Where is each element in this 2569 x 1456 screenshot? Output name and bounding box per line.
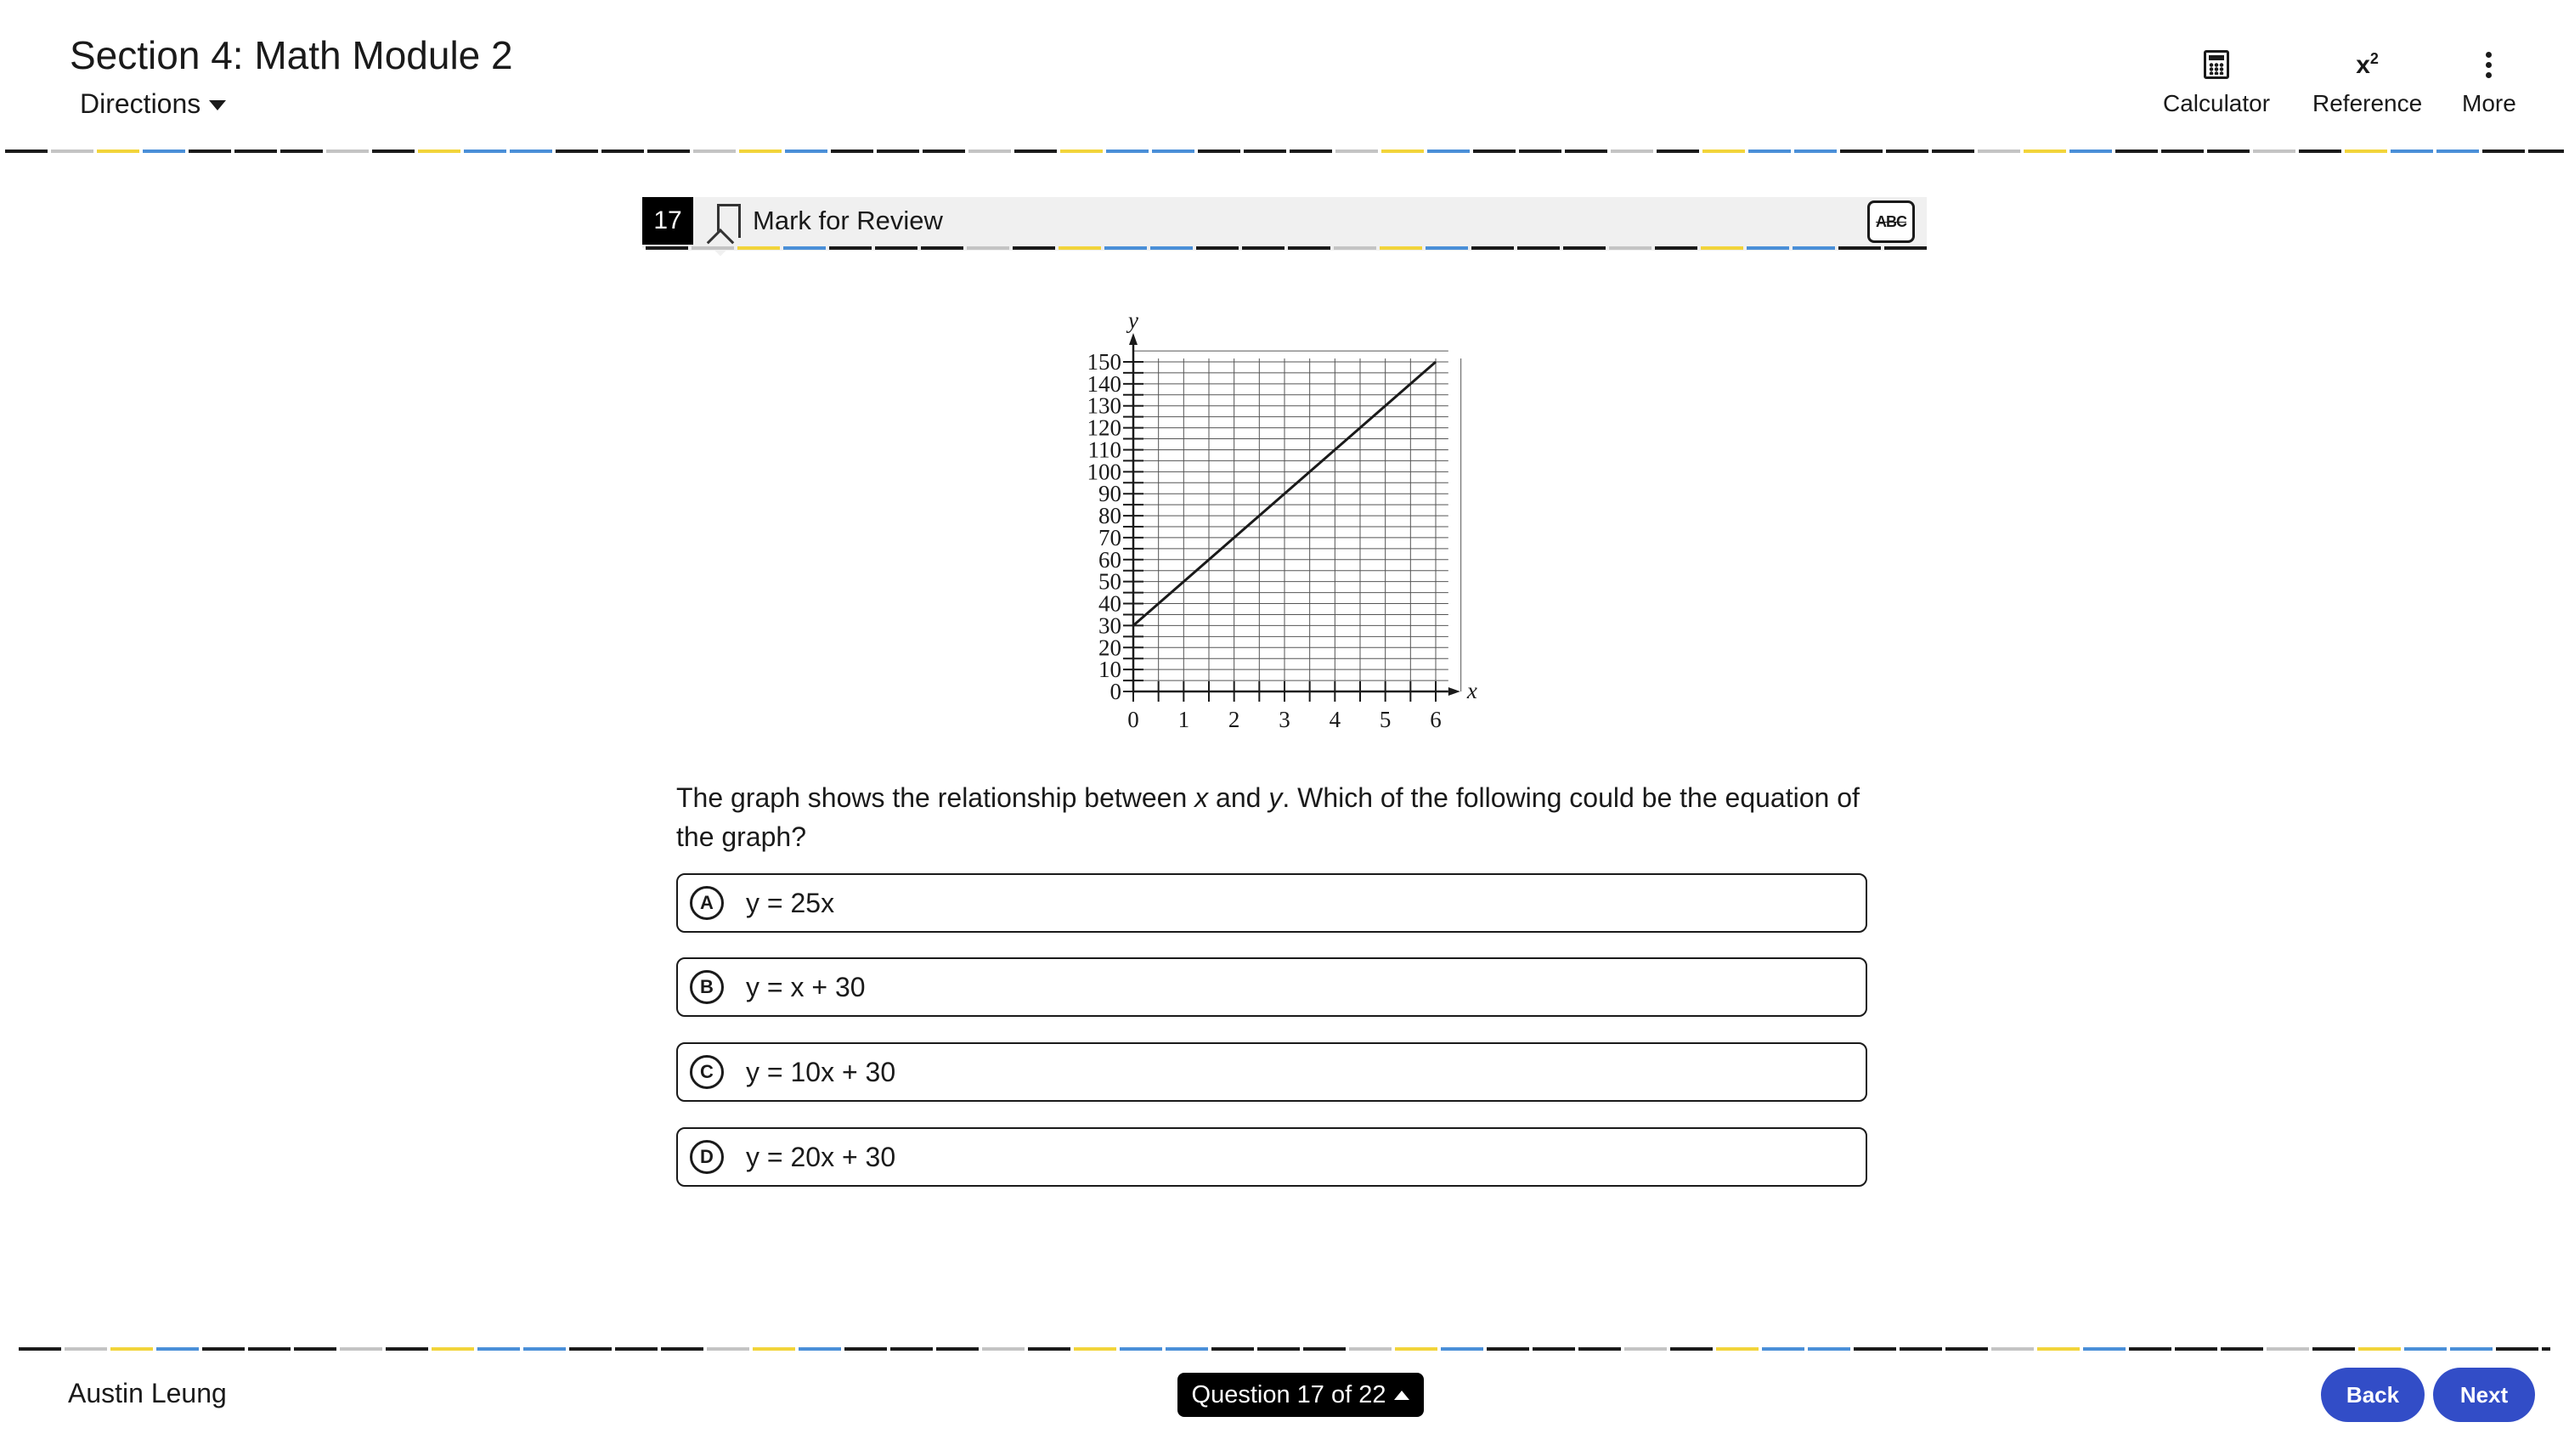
divider-dash bbox=[1840, 150, 1883, 153]
directions-dropdown[interactable] bbox=[80, 88, 226, 120]
divider-dash bbox=[1747, 246, 1789, 250]
divider-dash bbox=[1290, 150, 1332, 153]
divider-dash bbox=[707, 1347, 749, 1351]
divider-dash bbox=[936, 1347, 979, 1351]
y-tick-label: 110 bbox=[1087, 437, 1121, 463]
divider-dash bbox=[831, 150, 873, 153]
question-stem: The graph shows the relationship between x and y. Which of the following could be the equation of the graph? bbox=[676, 782, 1860, 852]
y-tick-label: 90 bbox=[1098, 481, 1121, 507]
y-tick-label: 100 bbox=[1087, 459, 1121, 485]
divider-dash bbox=[1762, 1347, 1804, 1351]
divider-dash bbox=[1701, 246, 1743, 250]
divider-dash bbox=[739, 150, 782, 153]
divider-dash bbox=[1242, 246, 1284, 250]
x-tick-label: 6 bbox=[1430, 707, 1442, 732]
divider-dash bbox=[1519, 150, 1561, 153]
choice-text-d: y = 20x + 30 bbox=[746, 1141, 896, 1172]
directions-label: Directions bbox=[80, 88, 201, 119]
divider-dash bbox=[1257, 1347, 1300, 1351]
divider-dash bbox=[601, 150, 644, 153]
more-button[interactable] bbox=[2462, 46, 2516, 117]
back-button[interactable]: Back bbox=[2321, 1368, 2425, 1422]
x-tick-label: 3 bbox=[1279, 707, 1290, 732]
divider-dash bbox=[2345, 150, 2387, 153]
divider-dash bbox=[844, 1347, 887, 1351]
divider-dash bbox=[890, 1347, 933, 1351]
divider-dash bbox=[785, 150, 827, 153]
divider-dash bbox=[921, 246, 963, 250]
divider-dash bbox=[189, 150, 231, 153]
divider-dash bbox=[923, 150, 965, 153]
divider-dash bbox=[2358, 1347, 2401, 1351]
divider-dash bbox=[326, 150, 369, 153]
divider-dash bbox=[1611, 150, 1653, 153]
calculator-label: Calculator bbox=[2163, 90, 2271, 116]
divider-dash bbox=[1288, 246, 1330, 250]
divider-dash bbox=[1886, 150, 1928, 153]
mark-for-review-label: Mark for Review bbox=[753, 206, 943, 235]
divider-dash bbox=[1211, 1347, 1254, 1351]
divider-dash bbox=[248, 1347, 291, 1351]
divider-dash bbox=[2496, 1347, 2538, 1351]
divider-dash bbox=[753, 1347, 795, 1351]
divider-dash bbox=[2221, 1347, 2263, 1351]
header-bar bbox=[0, 0, 2569, 150]
divider-dash bbox=[1794, 150, 1837, 153]
divider-dash bbox=[2207, 150, 2250, 153]
answer-choice-a[interactable] bbox=[676, 873, 1867, 933]
reference-icon: $x^2$ bbox=[2356, 49, 2379, 79]
abc-strike-icon: ABC bbox=[1876, 212, 1906, 230]
section-title: Section 4: Math Module 2 bbox=[70, 33, 513, 77]
question-graph bbox=[1062, 285, 1504, 736]
divider-dash bbox=[1014, 150, 1057, 153]
divider-dash bbox=[1334, 246, 1376, 250]
divider-dash bbox=[829, 246, 872, 250]
divider-dash bbox=[1655, 246, 1697, 250]
divider-dash bbox=[661, 1347, 703, 1351]
student-name: Austin Leung bbox=[68, 1378, 227, 1408]
question-number: 17 bbox=[642, 197, 693, 245]
question-bar-divider bbox=[646, 246, 1927, 251]
divider-dash bbox=[967, 246, 1009, 250]
y-axis-label: y bbox=[1128, 308, 1138, 333]
divider-dash bbox=[1716, 1347, 1759, 1351]
line-graph bbox=[1062, 285, 1504, 736]
divider-dash bbox=[432, 1347, 474, 1351]
x-tick-label: 2 bbox=[1228, 707, 1240, 732]
y-tick-label: 10 bbox=[1098, 657, 1121, 683]
divider-dash bbox=[982, 1347, 1025, 1351]
divider-dash bbox=[1152, 150, 1194, 153]
divider-dash bbox=[2024, 150, 2066, 153]
divider-dash bbox=[1303, 1347, 1346, 1351]
divider-dash bbox=[1395, 1347, 1437, 1351]
divider-dash bbox=[1565, 150, 1607, 153]
divider-dash bbox=[1120, 1347, 1162, 1351]
divider-dash bbox=[647, 150, 690, 153]
divider-dash bbox=[65, 1347, 107, 1351]
y-tick-label: 0 bbox=[1109, 679, 1121, 704]
answer-choice-d[interactable] bbox=[676, 1127, 1867, 1187]
divider-dash bbox=[1945, 1347, 1988, 1351]
divider-dash bbox=[1563, 246, 1606, 250]
calculator-icon bbox=[2204, 50, 2229, 79]
header-divider bbox=[5, 150, 2564, 155]
divider-dash bbox=[646, 246, 688, 250]
divider-dash bbox=[2253, 150, 2295, 153]
choice-letter-a: A bbox=[690, 886, 724, 920]
divider-dash bbox=[693, 150, 736, 153]
divider-dash bbox=[1473, 150, 1516, 153]
calculator-button[interactable] bbox=[2163, 46, 2270, 117]
divider-dash bbox=[875, 246, 918, 250]
divider-dash bbox=[783, 246, 826, 250]
y-tick-label: 40 bbox=[1098, 590, 1121, 617]
choice-letter-c: C bbox=[690, 1055, 724, 1089]
divider-dash bbox=[1670, 1347, 1713, 1351]
divider-dash bbox=[1609, 246, 1652, 250]
x-axis-label: x bbox=[1466, 678, 1477, 703]
divider-dash bbox=[1854, 1347, 1896, 1351]
caret-up-icon bbox=[1394, 1391, 1409, 1400]
divider-dash bbox=[1533, 1347, 1575, 1351]
choice-letter-d: D bbox=[690, 1140, 724, 1174]
choice-text-a: y = 25x bbox=[746, 887, 835, 918]
divider-dash bbox=[510, 150, 552, 153]
divider-dash bbox=[877, 150, 919, 153]
question-header-bar bbox=[642, 197, 1927, 248]
divider-dash bbox=[1702, 150, 1745, 153]
divider-dash bbox=[1441, 1347, 1483, 1351]
divider-dash bbox=[2450, 1347, 2493, 1351]
divider-dash bbox=[615, 1347, 658, 1351]
divider-dash bbox=[1013, 246, 1055, 250]
next-button[interactable]: Next bbox=[2433, 1368, 2535, 1422]
divider-dash bbox=[1106, 150, 1149, 153]
divider-dash bbox=[1166, 1347, 1208, 1351]
footer-divider bbox=[19, 1347, 2550, 1352]
divider-dash bbox=[2299, 150, 2341, 153]
choice-text-b: y = x + 30 bbox=[746, 971, 866, 1002]
x-tick-label: 1 bbox=[1177, 707, 1190, 732]
divider-dash bbox=[1060, 150, 1103, 153]
divider-dash bbox=[1349, 1347, 1392, 1351]
divider-dash bbox=[1748, 150, 1791, 153]
divider-dash bbox=[2161, 150, 2204, 153]
divider-dash bbox=[464, 150, 506, 153]
divider-dash bbox=[1381, 150, 1424, 153]
divider-dash bbox=[968, 150, 1011, 153]
divider-dash bbox=[477, 1347, 520, 1351]
divider-dash bbox=[1657, 150, 1699, 153]
y-tick-label: 150 bbox=[1087, 349, 1121, 375]
y-axis-arrow bbox=[1129, 333, 1138, 345]
divider-dash bbox=[156, 1347, 199, 1351]
divider-dash bbox=[51, 150, 93, 153]
divider-dash bbox=[1335, 150, 1378, 153]
divider-dash bbox=[110, 1347, 153, 1351]
divider-dash bbox=[799, 1347, 841, 1351]
divider-dash bbox=[1427, 150, 1470, 153]
divider-dash bbox=[2482, 150, 2525, 153]
divider-dash bbox=[2528, 150, 2564, 153]
divider-dash bbox=[1028, 1347, 1070, 1351]
divider-dash bbox=[294, 1347, 336, 1351]
divider-dash bbox=[5, 150, 48, 153]
divider-dash bbox=[97, 150, 139, 153]
divider-dash bbox=[1978, 150, 2020, 153]
divider-dash bbox=[1838, 246, 1881, 250]
divider-dash bbox=[372, 150, 415, 153]
divider-dash bbox=[1578, 1347, 1621, 1351]
answer-choice-c[interactable] bbox=[676, 1042, 1867, 1102]
divider-dash bbox=[340, 1347, 382, 1351]
divider-dash bbox=[234, 150, 277, 153]
divider-dash bbox=[1793, 246, 1835, 250]
divider-dash bbox=[2115, 150, 2158, 153]
divider-dash bbox=[1426, 246, 1468, 250]
divider-dash bbox=[2542, 1347, 2550, 1351]
divider-dash bbox=[556, 150, 598, 153]
divider-dash bbox=[2083, 1347, 2126, 1351]
reference-label: Reference bbox=[2312, 90, 2423, 116]
divider-dash bbox=[418, 150, 460, 153]
divider-dash bbox=[2312, 1347, 2355, 1351]
answer-choice-b[interactable] bbox=[676, 957, 1867, 1017]
vertical-dots-icon bbox=[2486, 52, 2492, 78]
divider-dash bbox=[1198, 150, 1240, 153]
divider-dash bbox=[280, 150, 323, 153]
divider-dash bbox=[1808, 1347, 1850, 1351]
y-tick-label: 60 bbox=[1098, 546, 1121, 573]
divider-dash bbox=[2267, 1347, 2309, 1351]
divider-dash bbox=[2436, 150, 2479, 153]
y-tick-label: 50 bbox=[1098, 568, 1121, 595]
divider-dash bbox=[1380, 246, 1422, 250]
x-tick-label: 0 bbox=[1127, 707, 1139, 732]
caret-down-icon bbox=[209, 100, 226, 110]
divider-dash bbox=[19, 1347, 61, 1351]
divider-dash bbox=[2129, 1347, 2171, 1351]
grid-lines bbox=[1133, 351, 1461, 691]
y-tick-label: 140 bbox=[1087, 370, 1121, 397]
more-label: More bbox=[2462, 90, 2516, 116]
question-navigator-label: Question 17 of 22 bbox=[1191, 1380, 1386, 1408]
divider-dash bbox=[1900, 1347, 1942, 1351]
x-tick-label: 5 bbox=[1379, 707, 1392, 732]
bookmark-icon bbox=[717, 204, 741, 238]
y-tick-label: 130 bbox=[1087, 392, 1121, 419]
divider-dash bbox=[202, 1347, 245, 1351]
divider-dash bbox=[2175, 1347, 2217, 1351]
y-tick-label: 70 bbox=[1098, 524, 1121, 550]
divider-dash bbox=[1991, 1347, 2034, 1351]
divider-dash bbox=[2069, 150, 2112, 153]
x-tick-label: 4 bbox=[1329, 707, 1341, 732]
divider-dash bbox=[1104, 246, 1147, 250]
divider-dash bbox=[523, 1347, 566, 1351]
y-tick-label: 120 bbox=[1087, 415, 1121, 441]
divider-dash bbox=[1884, 246, 1927, 250]
question-navigator-button[interactable] bbox=[1177, 1373, 1424, 1417]
choice-text-c: y = 10x + 30 bbox=[746, 1056, 896, 1087]
divider-dash bbox=[1244, 150, 1286, 153]
divider-dash bbox=[1932, 150, 1974, 153]
divider-dash bbox=[569, 1347, 612, 1351]
divider-dash bbox=[2391, 150, 2433, 153]
divider-dash bbox=[2037, 1347, 2080, 1351]
divider-dash bbox=[737, 246, 780, 250]
y-tick-label: 30 bbox=[1098, 612, 1121, 639]
x-axis-arrow bbox=[1448, 687, 1460, 696]
divider-dash bbox=[143, 150, 185, 153]
divider-dash bbox=[1471, 246, 1514, 250]
divider-dash bbox=[1624, 1347, 1667, 1351]
divider-dash bbox=[1074, 1347, 1116, 1351]
y-tick-label: 80 bbox=[1098, 503, 1121, 529]
divider-dash bbox=[1487, 1347, 1529, 1351]
divider-dash bbox=[1059, 246, 1101, 250]
y-tick-label: 20 bbox=[1098, 635, 1121, 661]
divider-dash bbox=[2404, 1347, 2447, 1351]
divider-dash bbox=[386, 1347, 428, 1351]
reference-button[interactable] bbox=[2312, 46, 2422, 117]
mark-for-review-toggle[interactable] bbox=[717, 204, 943, 238]
divider-dash bbox=[1150, 246, 1193, 250]
divider-dash bbox=[692, 246, 734, 250]
divider-dash bbox=[1517, 246, 1560, 250]
choice-letter-b: B bbox=[690, 970, 724, 1004]
answer-eliminator-button[interactable] bbox=[1867, 200, 1915, 243]
divider-dash bbox=[1196, 246, 1239, 250]
